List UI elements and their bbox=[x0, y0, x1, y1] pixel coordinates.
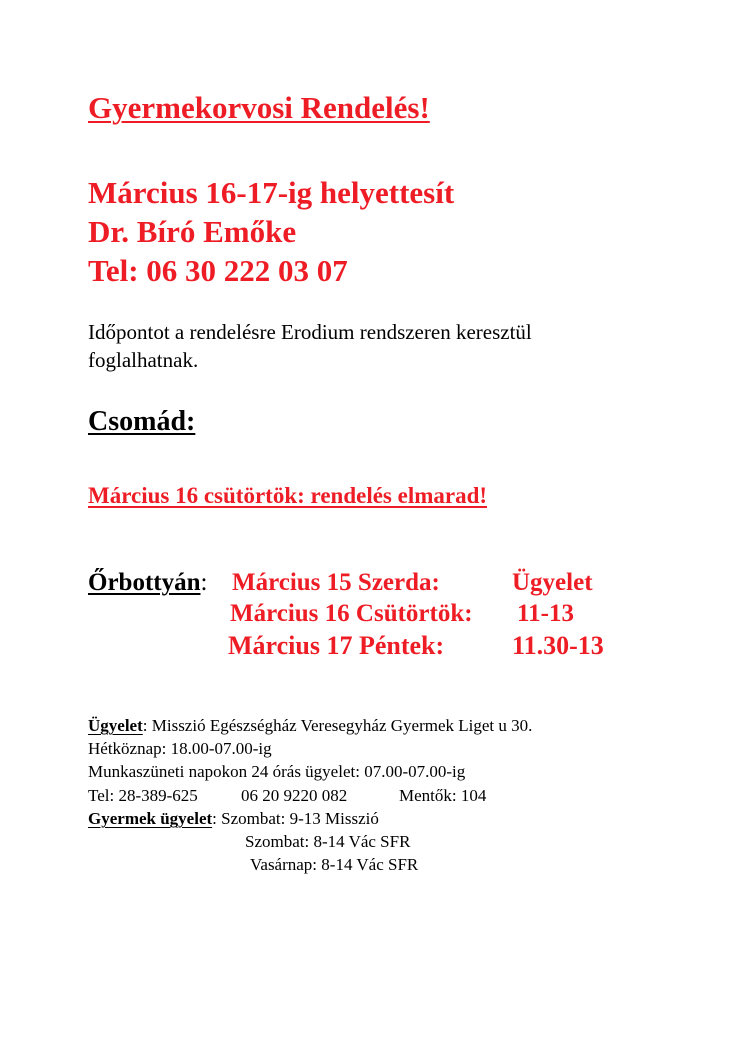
csomad-heading: Csomád: bbox=[88, 406, 196, 437]
orbottyan-label bbox=[88, 566, 207, 600]
schedule-day-2: Március 16 Csütörtök: bbox=[230, 600, 473, 627]
booking-text-line2: foglalhatnak. bbox=[88, 348, 199, 372]
ugyelet-line1 bbox=[88, 715, 532, 737]
ugyelet-ambulance: Mentők: 104 bbox=[399, 786, 487, 805]
orbottyan-label-text: Őrbottyán bbox=[88, 569, 201, 596]
schedule-time-3: 11.30-13 bbox=[512, 631, 604, 660]
gyermek-ugyelet-sunday: Vasárnap: 8-14 Vác SFR bbox=[250, 855, 419, 874]
ugyelet-holiday: Munkaszüneti napokon 24 órás ügyelet: 07.00-07.00-ig bbox=[88, 762, 466, 781]
gyermek-ugyelet-label: Gyermek ügyelet bbox=[88, 809, 213, 828]
schedule-day-3: Március 17 Péntek: bbox=[228, 631, 445, 660]
ugyelet-weekday: Hétköznap: 18.00-07.00-ig bbox=[88, 739, 272, 758]
schedule-time-1: Ügyelet bbox=[512, 569, 593, 596]
schedule-time-2: 11-13 bbox=[517, 600, 574, 627]
ugyelet-address: : Misszió Egészségház Veresegyház Gyermek Liget u 30. bbox=[142, 716, 533, 735]
page-title: Gyermekorvosi Rendelés! bbox=[88, 90, 430, 125]
orbottyan-colon: : bbox=[200, 569, 208, 596]
gyermek-ugyelet-saturday-1: : Szombat: 9-13 Misszió bbox=[212, 809, 379, 828]
substitute-phone: Tel: 06 30 222 03 07 bbox=[88, 253, 348, 288]
substitute-doctor: Dr. Bíró Emőke bbox=[88, 214, 297, 249]
ugyelet-label: Ügyelet bbox=[88, 716, 143, 735]
csomad-cancel-notice: Március 16 csütörtök: rendelés elmarad! bbox=[88, 483, 488, 508]
schedule-day-1: Március 15 Szerda: bbox=[232, 569, 440, 596]
gyermek-ugyelet-line1 bbox=[88, 808, 379, 830]
ugyelet-mobile: 06 20 9220 082 bbox=[241, 786, 348, 805]
gyermek-ugyelet-saturday-2: Szombat: 8-14 Vác SFR bbox=[245, 832, 411, 851]
booking-text-line1: Időpontot a rendelésre Erodium rendszeren keresztül bbox=[88, 320, 532, 344]
substitute-dates: Március 16-17-ig helyettesít bbox=[88, 175, 455, 210]
ugyelet-phone: Tel: 28-389-625 bbox=[88, 786, 198, 805]
